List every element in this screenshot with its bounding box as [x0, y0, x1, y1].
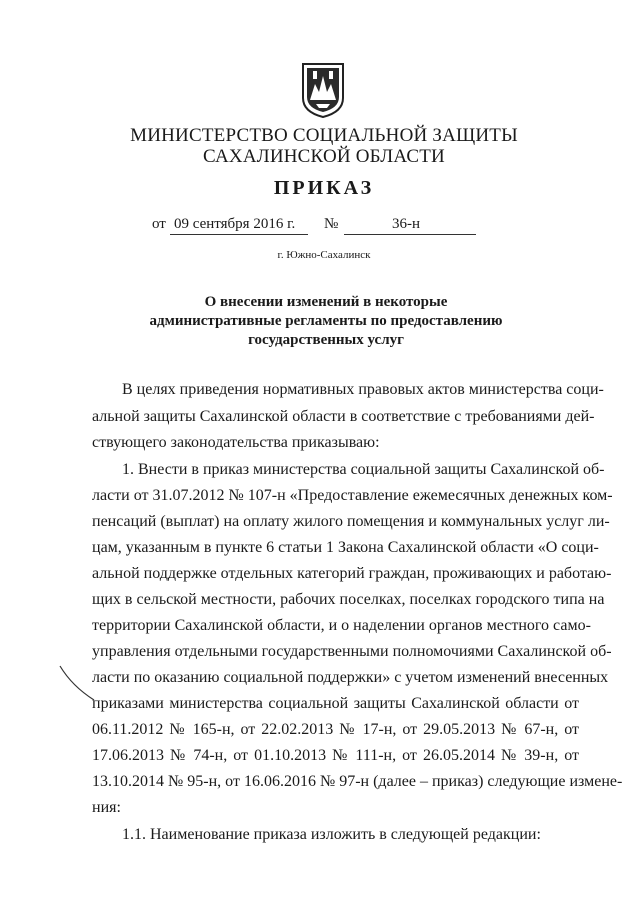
body-line: 13.10.2014 № 95-н, от 16.06.2016 № 97-н (далее – приказ) следующие измене-: [92, 773, 623, 790]
body-line: 17.06.2013 № 74-н, от 01.10.2013 № 111-н, от 26.05.2014 № 39-н, от: [92, 747, 579, 764]
date-underline: [170, 234, 308, 235]
margin-check-mark: [58, 664, 98, 704]
city-name: г. Южно-Сахалинск: [277, 249, 371, 261]
body-line: щих в сельской местности, рабочих поселках, поселках городского типа на: [92, 591, 605, 608]
body-line: ния:: [92, 799, 121, 816]
body-line: ласти от 31.07.2012 № 107-н «Предоставление ежемесячных денежных ком-: [92, 487, 613, 504]
order-number: 36-н: [392, 216, 421, 232]
subject-line2: административные регламенты по предоставлению: [149, 313, 503, 329]
subject-line3: государственных услуг: [248, 332, 404, 348]
date-prefix: от: [152, 216, 166, 232]
document-type-title: ПРИКАЗ: [273, 177, 375, 199]
body-line: 06.11.2012 № 165-н, от 22.02.2013 № 17-н, от 29.05.2013 № 67-н, от: [92, 721, 579, 738]
body-line: 1.1. Наименование приказа изложить в следующей редакции:: [122, 826, 541, 843]
body-line: альной поддержке отдельных категорий граждан, проживающих и работаю-: [92, 565, 612, 582]
body-line: ствующего законодательства приказываю:: [92, 434, 380, 451]
body-line: В целях приведения нормативных правовых актов министерства соци-: [122, 381, 604, 398]
body-line: приказами министерства социальной защиты Сахалинской области от: [92, 695, 579, 712]
body-line: 1. Внести в приказ министерства социальной защиты Сахалинской об-: [122, 461, 605, 478]
body-line: ласти по оказанию социальной поддержки» с учетом изменений внесенных: [92, 669, 609, 686]
body-line: альной защиты Сахалинской области в соответствие с требованиями дей-: [92, 408, 595, 425]
coat-of-arms-icon: [300, 62, 346, 118]
body-line: цам, указанным в пункте 6 статьи 1 Закона Сахалинской области «О соци-: [92, 539, 599, 556]
ministry-name-line2: САХАЛИНСКОЙ ОБЛАСТИ: [203, 146, 445, 167]
number-underline: [344, 234, 476, 235]
body-line: пенсаций (выплат) на оплату жилого помещения и коммунальных услуг ли-: [92, 513, 610, 530]
number-sign: №: [324, 216, 339, 232]
date-number-row: [152, 216, 492, 238]
ministry-name-line1: МИНИСТЕРСТВО СОЦИАЛЬНОЙ ЗАЩИТЫ: [130, 125, 518, 146]
order-date: 09 сентября 2016 г.: [174, 216, 296, 232]
body-line: территории Сахалинской области, и о наделении органов местного само-: [92, 617, 591, 634]
subject-line1: О внесении изменений в некоторые: [204, 294, 448, 310]
body-line: управления отдельными государственными полномочиями Сахалинской об-: [92, 643, 612, 660]
